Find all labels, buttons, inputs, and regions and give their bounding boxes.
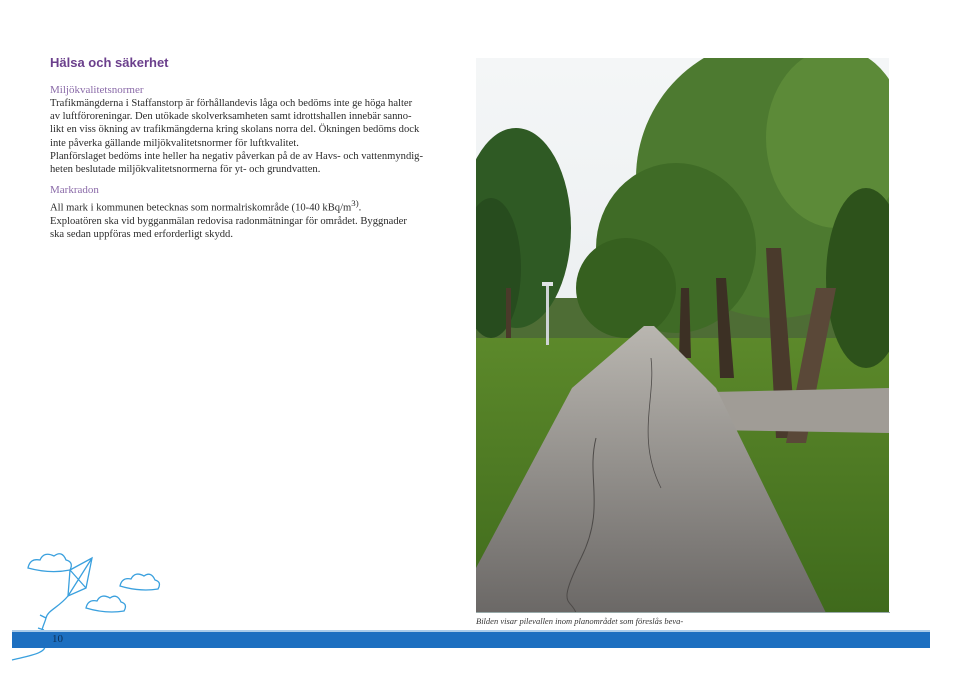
air-line-3: likt en viss ökning av trafikmängderna kring skolans norra del. Ökningen bedöms dock <box>50 124 420 136</box>
photo-caption: Bilden visar pilevallen inom planområdet som föreslås beva- <box>476 616 684 626</box>
air-line-6: heten beslutade miljökvalitetsnormerna för yt- och grundvatten. <box>50 164 321 176</box>
air-quality-heading: Miljökvalitetsnormer <box>50 84 144 96</box>
willow-avenue-photo <box>476 58 889 613</box>
radon-line-3: ska sedan uppföras med erforderligt skydd. <box>50 229 233 241</box>
radon-superscript: 3) <box>351 198 359 209</box>
cloud-icon <box>28 554 71 572</box>
air-line-2: av luftföroreningar. Den utökade skolverksamheten samt idrottshallen innebär sanno- <box>50 111 412 123</box>
radon-line-1 <box>50 197 460 215</box>
kite-illustration <box>8 538 178 673</box>
radon-line-1-text: All mark i kommunen betecknas som normalriskområde (10-40 kBq/m <box>50 202 352 214</box>
footer-bar <box>12 632 930 648</box>
air-line-5: Planförslaget bedöms inte heller ha negativ påverkan på de av Havs- och vattenmyndig- <box>50 150 424 162</box>
radon-line-1-end: . <box>358 202 362 214</box>
section-title: Hälsa och säkerhet <box>50 55 169 70</box>
text-column <box>50 84 460 241</box>
cloud-icon <box>120 574 159 590</box>
radon-line-2: Exploatören ska vid bygganmälan redovisa radonmätningar för området. Byggnader <box>50 215 407 227</box>
air-line-4: inte påverka gällande miljökvalitetsnormer för luftkvalitet. <box>50 137 299 149</box>
page-number: 10 <box>52 633 63 645</box>
radon-heading: Markradon <box>50 184 99 197</box>
cloud-icon <box>86 596 125 612</box>
air-line-1: Trafikmängderna i Staffanstorp är förhållandevis låga och bedöms inte ge höga halter <box>50 98 413 109</box>
caption-rule <box>476 612 890 613</box>
